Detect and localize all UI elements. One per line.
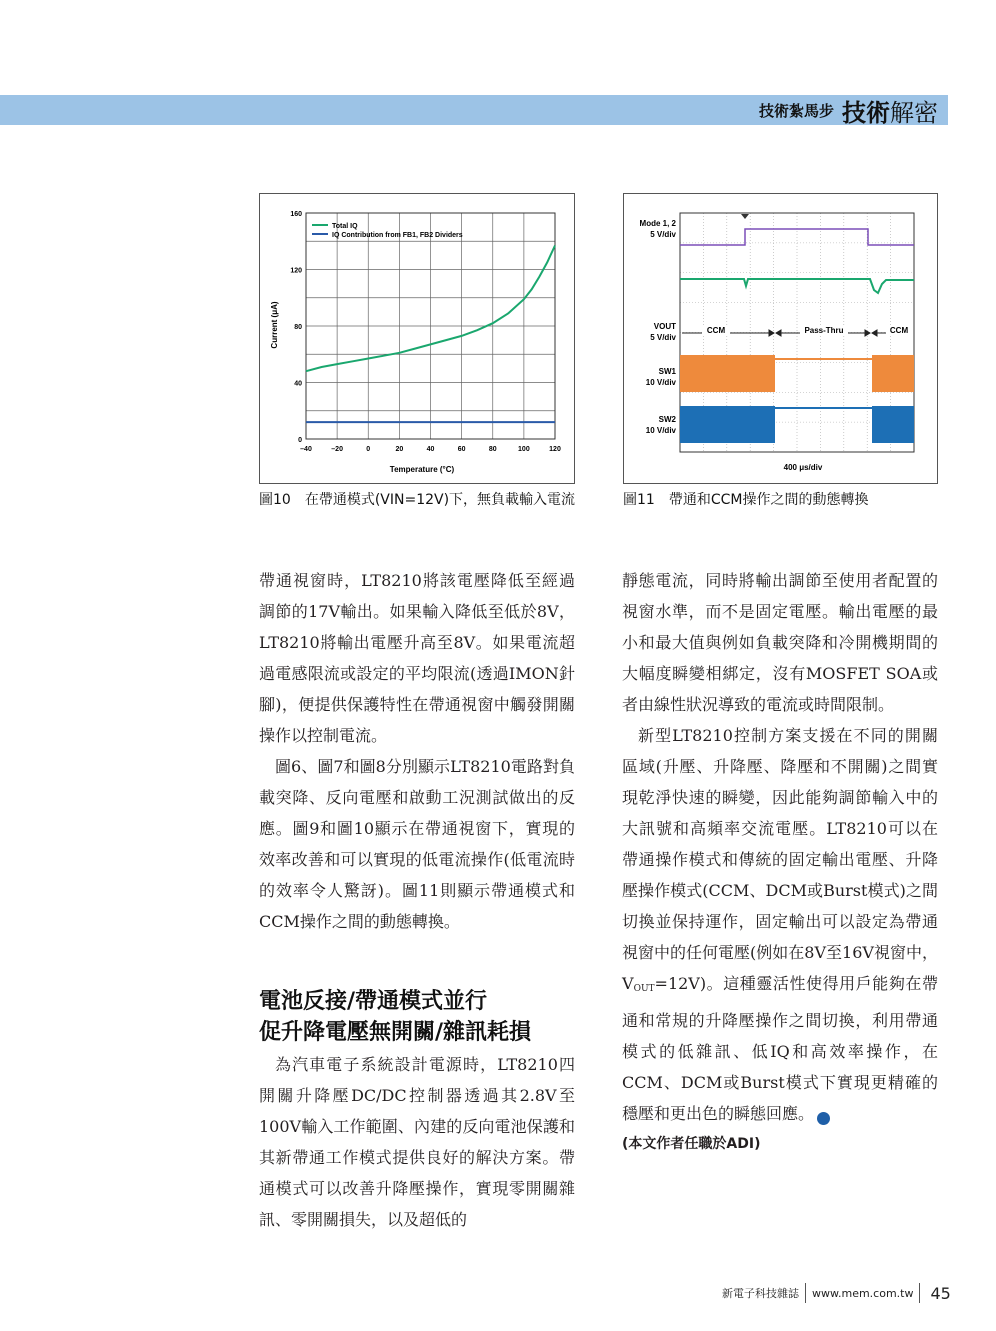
header-title [842,93,938,128]
figure-10-caption [259,489,579,511]
sw2-label-1: SW2 [658,415,676,424]
x-tick-label: –40 [300,446,312,453]
section-heading-line1: 電池反接/帶通模式並行 [259,989,488,1014]
caption-text: 帶通和CCM操作之間的動態轉換 [668,492,869,508]
vout-label-2: 5 V/div [650,333,676,342]
caption-number: 圖11 [623,492,655,508]
paragraph [622,720,938,1129]
x-tick-label: 60 [457,446,466,453]
y-tick-label: 120 [290,267,302,275]
caption-text: 在帶通模式(VIN=12V)下，無負載輸入電流 [304,492,576,508]
x-tick-label: 40 [426,446,435,453]
x-tick-label: 0 [366,446,371,453]
chart-ticks [290,211,561,453]
timebase-label: 400 μs/div [783,463,823,472]
x-tick-label: 100 [518,446,530,453]
footer [722,1283,951,1303]
vout-label-1: VOUT [653,322,676,331]
figure-11 [623,193,938,484]
x-tick-label: –20 [331,446,343,453]
trigger-marker [741,214,749,219]
figure-11-scope [624,194,937,483]
sw1-trace-ccm-right [872,355,914,392]
paragraph: 帶通視窗時，LT8210將該電壓降低至經過調節的17V輸出。如果輸入降低至低於8V，LT8210將輸出電壓升高至8V。如果電流超過電感限流或設定的平均限流(透過IMON針腳)，便提供保護特性在帶通視窗中觸發開關操作以控制電流。 [259,571,575,745]
figure-11-caption [623,489,943,511]
pass-thru-label: Pass-Thru [804,326,844,335]
sw2-label-2: 10 V/div [645,426,676,435]
paragraph-part: 新型LT8210控制方案支援在不同的開關區域(升壓、升降壓、降壓和不開關)之間實現乾淨快速的瞬變，因此能夠調節輸入中的大訊號和高頻率交流電壓。LT8210可以在帶通操作模式和傳統的固定輸出電壓、升降壓操作模式(CCM、DCM或Burst模式)之間切換並保持運作，固定輸出可以設定為帶通視窗中的任何電壓(例如在8V至16V視窗中，V [622,726,938,993]
sw1-label-2: 10 V/div [645,378,676,387]
sw1-label-1: SW1 [658,367,676,376]
magazine-name: 新電子科技雜誌 [722,1287,799,1300]
sw1-trace-ccm-left [680,355,775,392]
header-title-rest: 解密 [890,98,938,127]
paragraph: 為汽車電子系統設計電源時，LT8210四開關升降壓DC/DC控制器透過其2.8V至100V輸入工作範圍、內建的反向電池保護和其新帶通工作模式提供良好的解決方案。帶通模式可以改善升降壓操作，實現零開關雜訊、零開關損失，以及超低的 [259,1055,575,1229]
x-tick-label: 120 [549,446,561,453]
page-number: 45 [930,1283,951,1303]
subscript-out: OUT [633,984,655,994]
left-column [259,565,575,937]
legend-label: IQ Contribution from FB1, FB2 Dividers [332,232,463,239]
website-url: www.mem.com.tw [812,1286,914,1300]
header [759,95,938,125]
sw2-trace-ccm-right [872,406,914,443]
figure-10-chart [260,194,574,483]
end-icon: ● [817,1112,830,1125]
chart-grid [306,213,555,439]
ccm-right-label: CCM [889,326,909,335]
section-heading [259,986,579,1048]
section-heading-line2: 促升降電壓無開關/雜訊耗損 [259,1020,532,1045]
figure-10 [259,193,575,484]
chart-legend [312,223,463,239]
header-section: 技術紮馬步 [758,101,834,120]
x-tick-label: 20 [395,446,404,453]
y-tick-label: 0 [298,437,302,444]
mode-label-1: Mode 1, 2 [639,219,676,228]
paragraph-part: =12V)。這種靈活性使得用戶能夠在帶通和常規的升降壓操作之間切換，利用帶通模式的低雜訊、低IQ和高效率操作，在CCM、DCM或Burst模式下實現更精確的穩壓和更出色的瞬態回應。 [622,974,938,1123]
x-tick-label: 80 [488,446,497,453]
y-tick-label: 80 [294,324,302,331]
left-column-lower [259,1049,575,1235]
header-title-bold: 技術 [842,98,890,127]
y-tick-label: 40 [294,380,302,388]
x-axis-label: Temperature (°C) [389,465,455,474]
paragraph: 靜態電流，同時將輸出調節至使用者配置的視窗水準，而不是固定電壓。輸出電壓的最小和最大值與例如負載突降和冷開機期間的大幅度瞬變相綁定，沒有MOSFET SOA或者由線性狀況導致的電流或時間限制。 [622,571,938,714]
ccm-left-label: CCM [706,326,726,335]
y-axis-label: Current (μA) [270,301,279,349]
mode-label-2: 5 V/div [650,230,676,239]
author-note: (本文作者任職於ADI) [622,1136,761,1152]
footer-divider [805,1283,806,1303]
y-tick-label: 160 [290,211,302,218]
right-column [622,565,938,1160]
caption-number: 圖10 [259,492,291,508]
footer-divider [919,1283,920,1303]
paragraph: 圖6、圖7和圖8分別顯示LT8210電路對負載突降、反向電壓和啟動工況測試做出的反應。圖9和圖10顯示在帶通視窗下，實現的效率改善和可以實現的低電流操作(低電流時的效率令人驚訝)。圖11則顯示帶通模式和CCM操作之間的動態轉換。 [259,757,575,931]
legend-label: Total IQ [332,223,358,230]
sw2-trace-ccm-left [680,406,775,443]
